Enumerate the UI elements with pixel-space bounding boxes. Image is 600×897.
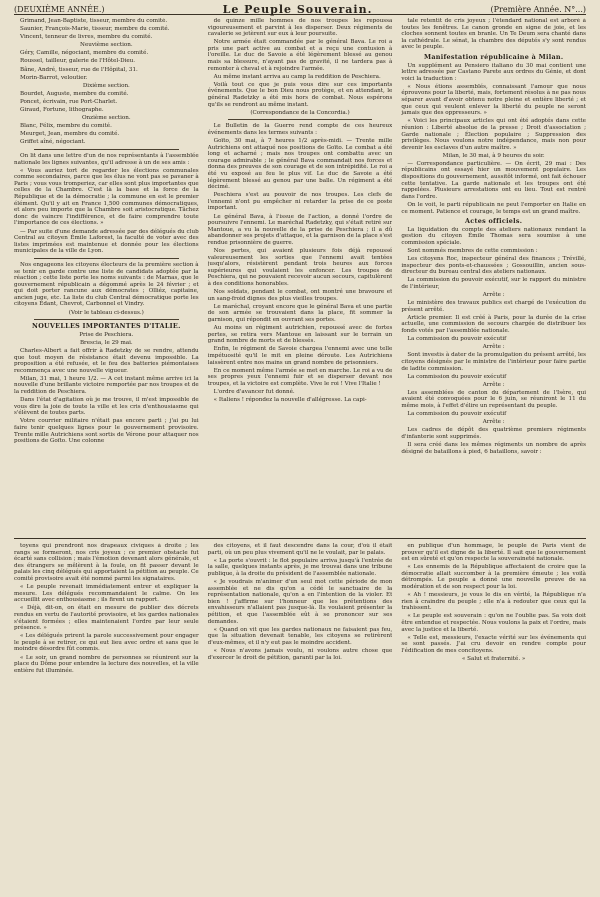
article-paragraph: Article premier. Il est créé à Paris, pour la durée de la crise actuelle, une commission de secours chargée de distribuer les fonds votés par l'assemblée nationale. — [401, 314, 586, 335]
lower-column-3 — [401, 543, 586, 888]
masthead-right: (Première Année. N°...) — [490, 5, 586, 14]
list-item: Morin-Barrot, veloutier. — [20, 74, 88, 81]
section-heading: Onzième section. — [81, 115, 131, 122]
section-heading: Neuvième section. — [80, 42, 133, 49]
article-note: (Voir le tableau ci-dessus.) — [68, 309, 144, 316]
article-paragraph: toyens qui prendront nos drapeaux civiques à droite ; les rangs se formeront, nos cris joyeux ; ce premier obstacle fut écarté sans collision ; mais l'émotion devenant alors générale, et des étrangers se mêlèrent à la foule, on fit passer devant le palais les cinq délégués qui apportaient la pétition au peuple. Ce comité provisoire avait été nommé parmi les signataires. — [14, 543, 199, 582]
article-paragraph: Au même instant arriva au camp la reddition de Peschiera. — [213, 73, 381, 80]
subheadline: Prise de Peschiera. — [79, 331, 134, 338]
article-paragraph: en publique d'un hommage, le peuple de Paris vient de prouver qu'il est digne de la liberté. Il sait que le gouvernement est en sûreté et qu'on respecte la souveraineté nationale. — [401, 543, 586, 563]
decree-heading: Arrête : — [482, 292, 505, 299]
article-paragraph: tale retentit de cris joyeux ; l'étendard national est arboré à toutes les fenêtres. Le canon gronde en signe de joie, et les cloches sonnent toutes en branle. Un Te Deum sera chanté dans la cathédrale. Le sénat, la chambre des députés s'y sont rendus avec le peuple. — [401, 18, 586, 51]
article-paragraph: Il sera créé dans les mêmes régiments un nombre de après désigné de bataillons à pied, 6 bataillons, savoir : — [401, 441, 586, 455]
article-paragraph: « Telle est, messieurs, l'exacte vérité sur les événements qui se sont passés. J'ai cru devoir en rendre compte pour l'édification de mes concitoyens. — [401, 634, 586, 654]
list-item: Bâne, André, tisseur, rue de l'Hôpital, 31. — [20, 66, 138, 73]
article-paragraph: Le général Bava, à l'issue de l'action, a donné l'ordre de poursuivre l'ennemi. Le maréchal Radetzky, qui s'était retiré sur Mantoue, a vu la nouvelle de la prise de Peschiera ; il a dû abandonner ses projets d'attaque, et la garnison de la place s'est rendue prisonnière de guerre. — [207, 213, 393, 246]
article-paragraph: L'ordre d'avancer fut donné. — [213, 388, 295, 395]
article-paragraph: En ce moment même l'armée se met en marche. Le roi a vu de ses propres yeux l'ennemi fuir et se disperser devant nos troupes, et la victoire est complète. Vive le roi ! Vive l'Italie ! — [207, 367, 393, 387]
list-item: Giraud, Fortune, lithographe. — [20, 107, 104, 114]
decree-heading: Arrête : — [482, 381, 505, 388]
column-2 — [208, 18, 393, 538]
article-paragraph: — Correspondance particulière. — On écrit, 29 mai : Des républicains ont essayé hier un mouvement populaire. Les dispositions du gouvernement, aussitôt informé, ont fait échouer cette tentative. La garde nationale et les troupes ont été rappelées. Plusieurs arrestations ont eu lieu. Tout est rentré dans l'ordre. — [401, 160, 586, 200]
list-item: Roussel, tailleur, galerie de l'Hôtel-Dieu. — [20, 58, 136, 65]
article-paragraph: des citoyens, et il faut descendre dans la cour, d'où il était parti, où un peu plus vivement qu'il ne le voulait, par le palais. — [207, 543, 393, 556]
headline-milan: Manifestation républicaine à Milan. — [423, 52, 564, 61]
article-signoff: « Salut et fraternité. » — [461, 656, 526, 662]
article-paragraph: Nos soldats, pendant le combat, ont montré une bravoure et un sang-froid dignes des plus vieilles troupes. — [207, 289, 393, 302]
article-paragraph: Goïto, 30 mai, à 7 heures 1/2 après-midi. — Trente mille Autrichiens ont attaqué nos positions de Goïto. Le combat a été long et acharné ; mais nos troupes ont combattu avec un courage admirable ; le général Bava commandait nos forces et donna des preuves de son courage et de son intrépidité. Le roi a été vu exposé au feu le plus vif. Le duc de Savoie a été légèrement blessé au genou par une balle. Un régiment a été décimé. — [207, 138, 393, 191]
article-paragraph: « Italiens ! répondez la nouvelle d'allégresse. La capi- — [213, 396, 367, 403]
article-paragraph: La commission du pouvoir exécutif, sur le rapport du ministre de l'intérieur, — [401, 277, 586, 290]
masthead — [14, 0, 586, 15]
separator — [34, 258, 179, 259]
headline-official-acts: Actes officiels. — [465, 217, 523, 226]
article-paragraph: « Les délégués prirent la parole successivement pour engager le peuple à se retirer, ce qui eut lieu avec ordre et sans que le moindre désordre fût commis. — [14, 633, 199, 653]
article-paragraph: La liquidation du compte des ateliers nationaux rendant la gestion du citoyen Émile Thomas sera soumise à une commission spéciale. — [401, 226, 586, 246]
article-source: (Correspondance de la Concordia.) — [250, 109, 350, 116]
article-paragraph: Voilà tout ce que je puis vous dire sur ces importants événements. Que le bon Dieu nous protège, et en attendant, le général Radetzky a été mis hors de combat. Nous espérons qu'ils se rendront au même instant. — [207, 81, 393, 108]
article-paragraph: « Je voudrais m'animer d'un seul mot cette période de mon assemblée et ne dis qu'on a cédé le sanctuaire de la représentation nationale, qu'on a en l'intention de la violer. Et bien ! j'affirme sur l'honneur que les prétentions des envahisseurs n'allaient pas jusque-là. Ils voulaient présenter la pétition, et que l'assemblée eût à se prononcer sur ses demandes. — [207, 578, 393, 625]
article-paragraph: On le voit, le parti républicain ne peut l'emporter en Italie en ce moment. Patience et courage, le temps est un grand maître. — [401, 201, 586, 215]
article-paragraph: Les assemblées de canton du département de l'Isère, qui avaient été convoquées pour le 6 juin, se réuniront le 11 du même mois, à l'effet d'élire un représentant du peuple. — [401, 389, 586, 409]
article-paragraph: « Le peuple est souverain : qu'on ne l'oublie pas. Sa voix doit être entendue et respectée. Nous voulons la paix et l'ordre, mais avec la justice et la liberté. — [401, 613, 586, 633]
article-paragraph: « Nous étions assemblés, connaissant l'amour que nous éprouvons pour la liberté, mais, fortement résolus à ne pas nous séparer avant d'avoir obtenu notre pleine et entière liberté ; et que ceux qui veulent enlever la liberté du peuple ne seront jamais que des oppresseurs. » — [401, 83, 586, 117]
article-paragraph: Au moins un régiment autrichien, repoussé avec de fortes pertes, se retira vers Mantoue en laissant sur le terrain un grand nombre de morts et de blessés. — [207, 325, 393, 345]
list-item: Géry, Camille, négociant, membre du comité. — [20, 50, 149, 57]
article-paragraph: Sont nommés membres de cette commission : — [407, 248, 538, 254]
article-paragraph: Votre courrier militaire n'était pas encore parti ; j'ai pu lui faire tenir quelques lignes pour le gouvernement provisoire. Trente mille Autrichiens sont sortis de Vérone pour attaquer nos positions de Goïto. Une colonne — [14, 418, 199, 445]
article-paragraph: « La porte s'ouvrit : le flot populaire arriva jusqu'à l'entrée de la salle, quelques instants après, je me trouvai dans une tribune publique, à la droite du président de l'assemblée nationale. — [207, 557, 393, 577]
article-paragraph: Sont investis à dater de la promulgation du présent arrêté, les citoyens désignés par le ministre de l'intérieur pour faire partie de ladite commission. — [401, 352, 586, 372]
article-paragraph: Peschiera s'est au pouvoir de nos troupes. Les clefs de l'ennemi n'ont pu empêcher ni retarder la prise de ce poste important. — [207, 192, 393, 212]
article-paragraph: « Les ennemis de la République affectaient de croire que la démocratie allait succomber à la première émeute ; les voilà détrompés. Le peuple a donné une nouvelle preuve de sa modération et de son respect pour la loi. — [401, 564, 586, 591]
article-paragraph: « Quand on vit que les gardes nationaux ne faisaient pas feu, que la situation devenait tenable, les citoyens se retirèrent d'eux-mêmes, et il n'y eut pas le moindre accident. — [207, 626, 393, 646]
list-item: Meurget, Jean, membre du comité. — [20, 131, 120, 138]
dateline: Brescia, le 29 mai. — [79, 339, 133, 346]
list-item: Saunier, François-Marie, tisseur, membre du comité. — [20, 26, 170, 33]
article-paragraph: Nos engageons les citoyens électeurs de la première section à se tenir en garde contre une liste de candidats adoptée par la réaction ; cette liste porte les noms suivants : de Marnas, que le gouvernement républicain a dégommé après le 24 février ; et qui doit porter rancune aux démocrates ; Olliéz, capitaine, ancien juge, etc. La liste du club Central démocratique porte les citoyens Édant, Chevrot, Carbonnel et Vindry. — [14, 261, 199, 308]
list-item: Griffet aîné, négociant. — [20, 139, 86, 146]
list-item: Bourdet, Auguste, membre du comité. — [20, 90, 129, 97]
article-paragraph: Nos pertes, qui avaient plusieurs fois déjà repoussé valeureusement les sorties que l'ennemi avait tentées jusqu'alors, résistèrent pendant trois heures aux forces supérieures qui voulaient les enfoncer. Les troupes de Peschiera, qui ne pouvaient recevoir aucun secours, capitulèrent à des conditions honorables. — [207, 248, 393, 287]
headline-italy: NOUVELLES IMPORTANTES D'ITALIE. — [32, 322, 181, 331]
article-paragraph: de quinze mille hommes de nos troupes les repoussa vigoureusement et parvint à les disperser. Deux régiments de cavalerie se jetèrent sur eux à leur poursuite. — [207, 18, 393, 38]
dateline: Milan, le 30 mai, à 9 heures du soir. — [442, 152, 545, 159]
masthead-left: (DEUXIÈME ANNÉE.) — [14, 5, 105, 14]
article-paragraph: « Vous auriez tort de regarder les élections communales comme secondaires, parce que les élus ne vont pas se pavaner à Paris ; vous vous tromperiez, car elles sont plus importantes que celles de la Chambre. C'est là la base et la force de la République et de la démocratie ; la commune en est le premier élément. Qu'il y ait en France 1,500 communes démocratiques, et alors peu importe que la Chambre soit aristocratique. Tâchez donc de vaincre l'indifférence, et de faire comprendre toute l'importance de ces élections. » — [14, 167, 199, 227]
list-item: Poncet, écrivain, rue Port-Charlet. — [20, 98, 118, 105]
article-paragraph: On lit dans une lettre d'un de nos représentants à l'assemblée nationale les lignes suivantes, qu'il adresse à un de ses amis : — [14, 153, 199, 166]
article-paragraph: « Voici les principaux articles qui ont été adoptés dans cette réunion : Liberté absolue de la presse ; Droit d'association ; Garde nationale ; Élection populaire ; Suppression des privilèges. Nous voulons notre indépendance, mais non pour devenir les esclaves d'un autre maître. » — [401, 118, 586, 151]
column-3 — [401, 18, 586, 538]
article-paragraph: Un supplément au Pensiero italiano du 30 mai contient une lettre adressée par Castano Parete aux ordres du Génie, et dont voici la traduction : — [401, 62, 586, 82]
article-paragraph: Les cadres de dépôt des quatrième premiers régiments d'infanterie sont supprimés. — [401, 427, 586, 440]
upper-columns — [14, 18, 586, 538]
separator — [34, 149, 179, 150]
article-paragraph: Le Bulletin de la Guerre rend compte de ces heureux événements dans les termes suivants : — [207, 123, 393, 136]
article-paragraph: La commission du pouvoir exécutif — [407, 336, 507, 343]
list-item: Blanc, Félix, membre du comité. — [20, 123, 112, 130]
article-paragraph: « Ah ! messieurs, je vous le dis en vérité, la République n'a rien à craindre du peuple ; elle n'a à redouter que ceux qui la trahissent. — [401, 592, 586, 612]
list-item: Vincent, tenneur de livres, membre du comité. — [20, 34, 153, 41]
article-paragraph: — Par suite d'une demande adressée par des délégués du club Central au citoyen Émile Laforest, la faculté de voter avec des listes imprimées est maintenue et donnée pour les élections municipales de la ville de Lyon. — [14, 228, 199, 255]
separator — [34, 319, 179, 320]
list-item: Grimand, Jean-Baptiste, tisseur, membre du comité. — [20, 18, 168, 24]
newspaper-title: Le Peuple Souverain. — [222, 3, 373, 16]
horizontal-divider — [14, 538, 586, 539]
article-paragraph: « Nous n'avons jamais voulu, ni voulons autre chose que d'exercer le droit de pétition, garanti par la loi. — [207, 647, 393, 661]
article-paragraph: « Le peuple revenait immédiatement entrer et expliquer la mesure. Les délégués recommandaient le calme. On les accueillit avec enthousiasme ; ils firent un rapport. — [14, 584, 199, 604]
separator — [228, 119, 373, 120]
article-paragraph: La commission du pouvoir exécutif — [407, 411, 507, 418]
section-heading: Dixième section. — [82, 82, 130, 89]
lower-column-1 — [14, 543, 199, 888]
lower-column-2 — [208, 543, 393, 888]
decree-heading: Arrête : — [482, 419, 505, 426]
column-1 — [14, 18, 199, 538]
article-paragraph: « Le soir, un grand nombre de personnes se réunirent sur la place du Dôme pour entendre la lecture des nouvelles, et la ville entière fut illuminée. — [14, 654, 199, 674]
article-paragraph: Milan, 31 mai, 1 heure 1/2. — A cet instant même arrive ici la nouvelle d'une brillante victoire remportée par nos troupes et de la reddition de Peschiera. — [14, 375, 199, 395]
decree-heading: Arrête : — [482, 344, 505, 351]
article-paragraph: Les citoyens Roc, inspecteur général des finances ; Trévillé, inspecteur des ponts-et-chaussées ; Gossouillin, ancien sous-directeur du bureau central des ateliers nationaux. — [401, 256, 586, 276]
article-paragraph: Le ministère des travaux publics est chargé de l'exécution du présent arrêté. — [401, 300, 586, 313]
article-paragraph: Le maréchal, croyant encore que le général Bava et une partie de son armée se trouvaient dans la place, fit sommer la garnison, qui répondit en ouvrant ses portes. — [207, 303, 393, 323]
lower-columns — [14, 543, 586, 888]
article-paragraph: Dans l'état d'agitation où je me trouve, il m'est impossible de vous dire la joie de toute la ville et les cris d'enthousiasme qui s'élèvent de toutes parts. — [14, 397, 199, 417]
article-paragraph: Notre armée était commandée par le général Bava. Le roi a pris une part active au combat et a reçu une contusion à l'oreille. Le duc de Savoie a été légèrement blessé au genou mais sa blessure, n'ayant pas de gravité, il ne tardera pas à remonter à cheval et à rejoindre l'armée. — [207, 39, 393, 72]
article-paragraph: Enfin, le régiment de Savoie chargea l'ennemi avec une telle impétuosité qu'il le mit en pleine déroute. Les Autrichiens laissèrent entre nos mains un grand nombre de prisonniers. — [207, 346, 393, 366]
article-paragraph: Charles-Albert a fait offrir à Radetzky de se rendre, attendu que tout moyen de résistance était devenu impossible. La proposition a été refusée, et le feu des batteries piémontaises recommença avec une nouvelle vigueur. — [14, 347, 199, 374]
article-paragraph: « Déjà, dit-on, on était en mesure de publier des décrets rendus en vertu de l'autorité provisoire, et les gardes nationales s'étaient formées ; elles maintenaient l'ordre par leur seule présence. » — [14, 605, 199, 632]
article-paragraph: La commission du pouvoir exécutif — [407, 373, 507, 380]
